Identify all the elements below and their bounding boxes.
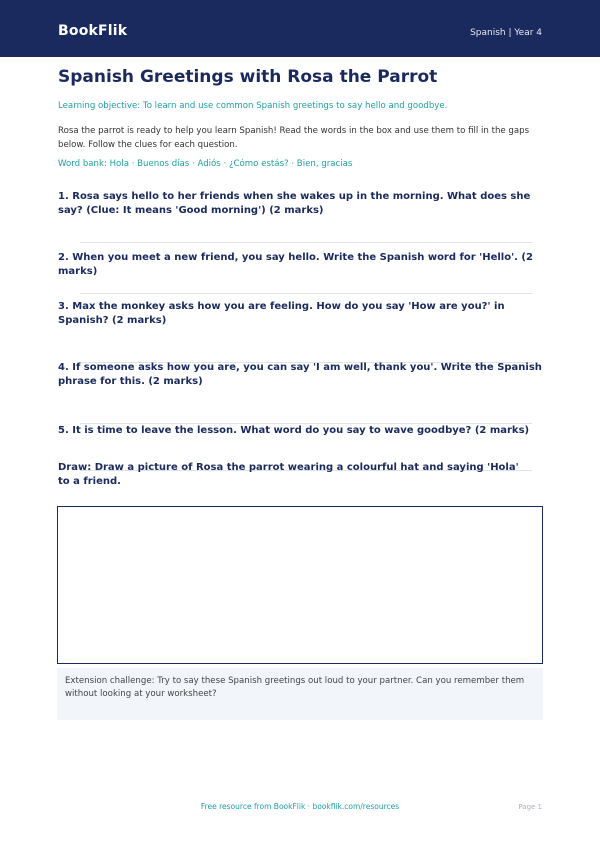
subject-year-label: Spanish | Year 4	[470, 28, 542, 38]
draw-prompt: Draw: Draw a picture of Rosa the parrot wearing a colourful hat and saying 'Hola' to a friend.	[58, 462, 519, 487]
answer-line-2[interactable]	[80, 293, 532, 294]
intro-text: Rosa the parrot is ready to help you learn Spanish! Read the words in the box and use them to fill in the gaps below. Follow the clues for each question.	[58, 126, 530, 150]
extension-challenge: Extension challenge: Try to say these Spanish greetings out loud to your partner. Can you remember them without looking at your worksheet?	[57, 668, 543, 720]
question-2: 2. When you meet a new friend, you say hello. Write the Spanish word for 'Hello'. (2 marks)	[58, 252, 533, 277]
page-header	[0, 0, 600, 57]
drawing-area[interactable]	[57, 506, 543, 664]
question-3: 3. Max the monkey asks how you are feeling. How do you say 'How are you?' in Spanish? (2 marks)	[58, 301, 505, 326]
footer-text: Free resource from BookFlik · bookflik.com/resources	[200, 802, 400, 811]
learning-objective: Learning objective: To learn and use common Spanish greetings to say hello and goodbye.	[58, 101, 448, 111]
page-title: Spanish Greetings with Rosa the Parrot	[58, 67, 438, 87]
question-5: 5. It is time to leave the lesson. What word do you say to wave goodbye? (2 marks)	[58, 425, 530, 436]
answer-line-1[interactable]	[80, 242, 532, 243]
question-1: 1. Rosa says hello to her friends when she wakes up in the morning. What does she say? (Clue: It means 'Good morning') (2 marks)	[58, 191, 531, 216]
question-4: 4. If someone asks how you are, you can say 'I am well, thank you'. Write the Spanish phrase for this. (2 marks)	[58, 362, 542, 387]
word-bank: Word bank: Hola · Buenos días · Adiós · ¿Cómo estás? · Bien, gracias	[58, 159, 353, 169]
brand-logo[interactable]: BookFlik	[58, 23, 128, 39]
page-number: Page 1	[518, 803, 542, 811]
